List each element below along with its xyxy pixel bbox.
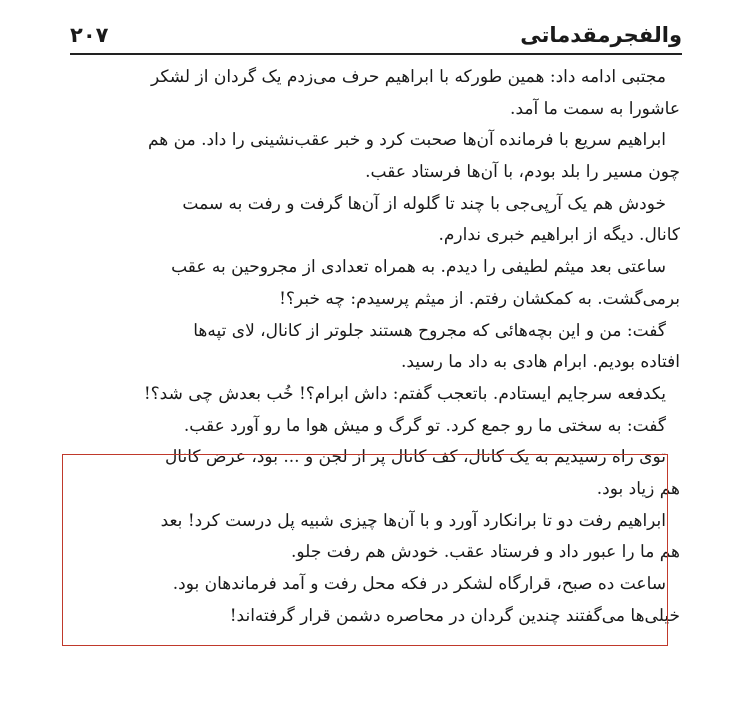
page-body [84,62,680,632]
text-line: گفت: من و این بچه‌هائی که مجروح هستند جلوتر از کانال، لای تپه‌ها [193,320,666,341]
text-line: عاشورا به سمت ما آمد. [510,98,680,119]
text-line: مجتبی ادامه داد: همین طورکه با ابراهیم حرف می‌زدم یک گردان از لشکر [151,67,666,87]
header-rule [70,53,682,55]
text-line: گفت: به سختی ما رو جمع کرد. تو گرگ و میش هوا ما رو آورد عقب. [183,415,666,436]
text-line: ابراهیم رفت دو تا برانکارد آورد و با آن‌ها چیزی شبیه پل درست کرد! بعد [160,510,666,531]
text-line: یکدفعه سرجایم ایستادم. باتعجب گفتم: داش ابرام؟! خُب بعدش چی شد؟! [143,383,666,404]
text-line: چون مسیر را بلد بودم، با آن‌ها فرستاد عقب. [365,162,680,183]
text-line: خودش هم یک آرپی‌جی با چند تا گلوله از آن‌ها گرفت و رفت به سمت [182,193,666,214]
page-number: ۲۰۷ [70,23,109,47]
text-line: ساعتی بعد میثم لطیفی را دیدم. به همراه تعدادی از مجروحین به عقب [171,257,666,278]
text-line: ساعت ده صبح، قرارگاه لشکر در فکه محل رفت و آمد فرماندهان بود. [172,574,666,594]
header-title: والفجرمقدماتی [520,23,682,47]
page-header [70,14,682,50]
text-line: توی راه رسیدیم به یک کانال، کف کانال پر از لجن و ... بود، عرض کانال [164,447,666,468]
text-line: هم زیاد بود. [596,478,680,499]
text-line: خیلی‌ها می‌گفتند چندین گردان در محاصره دشمن قرار گرفته‌اند! [229,605,680,626]
text-line: کانال. دیگه از ابراهیم خبری ندارم. [438,225,680,246]
text-line: برمی‌گشت. به کمکشان رفتم. از میثم پرسیدم: چه خبر؟! [279,288,680,309]
text-line: ابراهیم سریع با فرمانده آن‌ها صحبت کرد و خبر عقب‌نشینی را داد. من هم [147,130,666,151]
text-line: هم ما را عبور داد و فرستاد عقب. خودش هم رفت جلو. [291,542,680,563]
text-line: افتاده بودیم. ابرام هادی به داد ما رسید. [400,352,680,373]
